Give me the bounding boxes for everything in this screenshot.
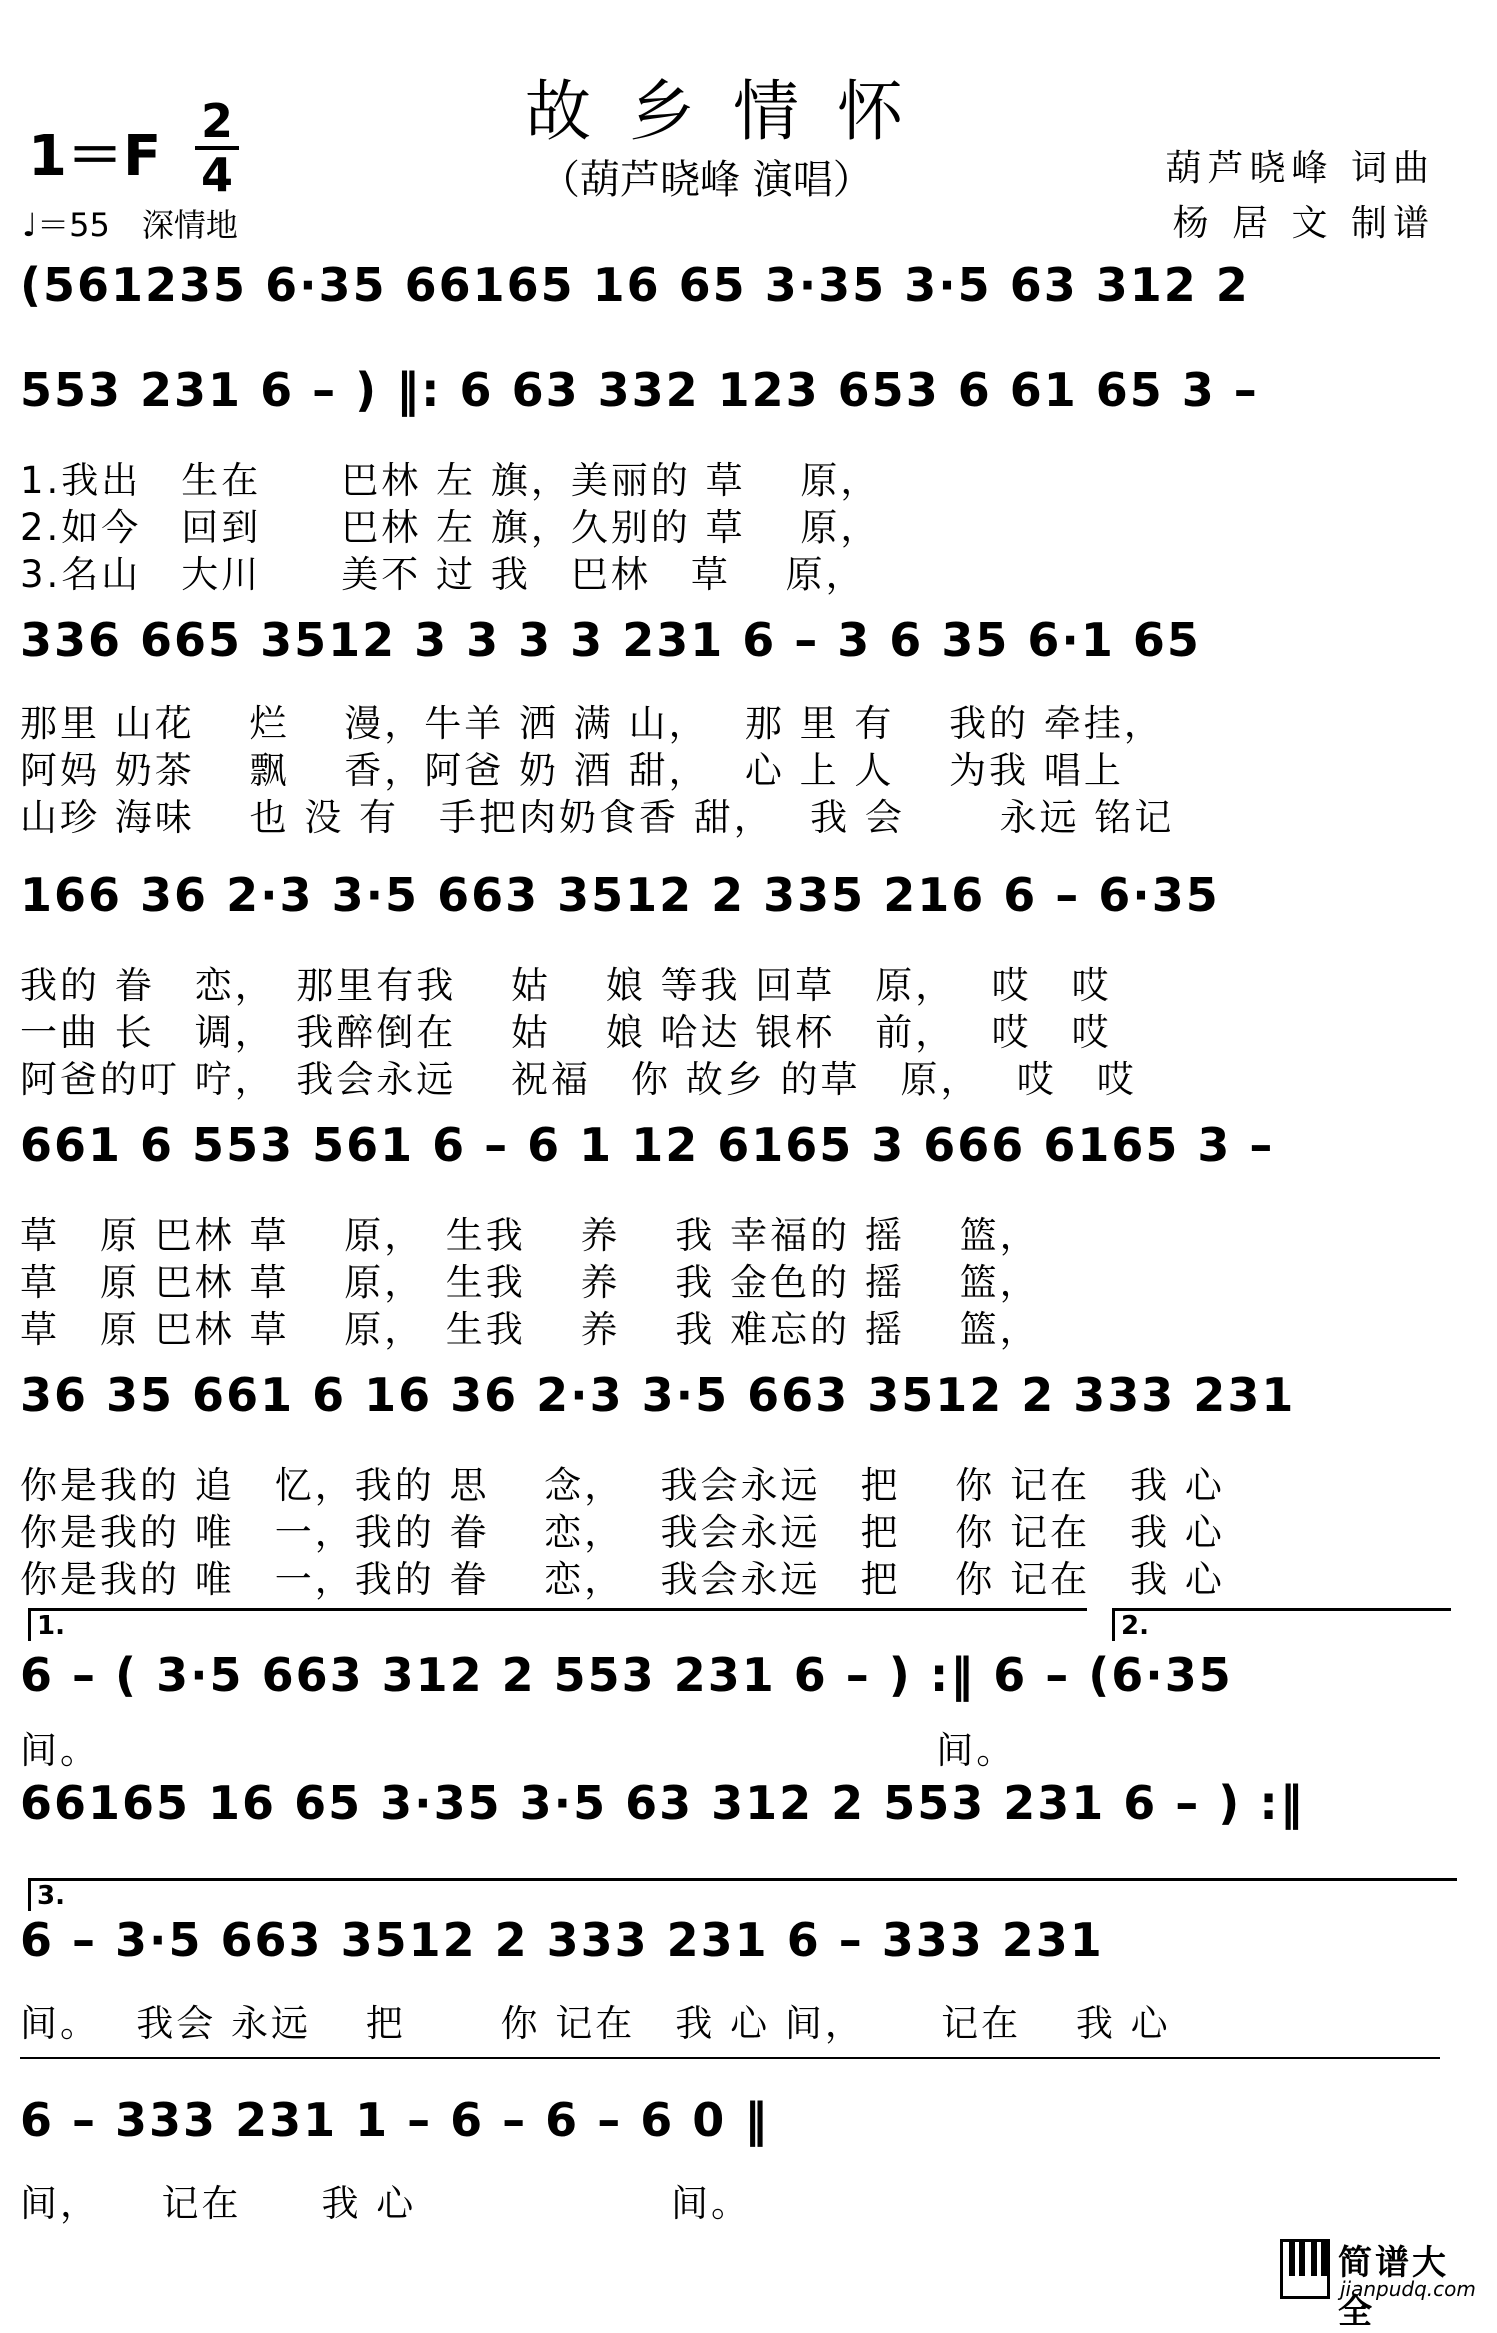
lyric-verse-3: 阿爸的叮 咛， 我会永远 祝福 你 故乡 的草 原， 哎 哎	[20, 1058, 1137, 1101]
volta-1: 1.	[28, 1608, 1087, 1641]
staff-row-4	[20, 860, 1450, 930]
logo-name: 简谱大全	[1338, 2243, 1449, 2332]
notation: 6 – ( 3·5 663 312 2 553 231 6 – ) :‖ 6 – (6·35	[20, 1648, 1233, 1702]
staff-row-9	[20, 1905, 1450, 1975]
notation: 553 231 6 – ) ‖: 6 63 332 123 653 6 61 65 3 –	[20, 363, 1259, 417]
time-signature	[195, 94, 239, 202]
lyric-verse-2: 你是我的 唯 一，我的 眷 恋， 我会永远 把 你 记在 我 心	[20, 1511, 1225, 1554]
time-bottom: 4	[200, 148, 233, 202]
lyric-verse-2: 2.如今 回到 巴林 左 旗，久别的 草 原，	[20, 506, 881, 549]
performer-line: （葫芦晓峰 演唱）	[540, 157, 873, 203]
notation: 66165 16 65 3·35 3·5 63 312 2 553 231 6 – ) :‖	[20, 1776, 1305, 1830]
lyric-verse-3: 山珍 海味 也 没 有 手把肉奶食香 甜， 我 会 永远 铭记	[20, 796, 1175, 839]
lyric-verse-1: 那里 山花 烂 漫，牛羊 洒 满 山， 那 里 有 我的 牵挂，	[20, 702, 1164, 745]
logo-url: jianpudq.com	[1340, 2277, 1476, 2301]
notation: 336 665 3512 3 3 3 3 231 6 – 3 6 35 6·1 65	[20, 613, 1201, 667]
staff-row-10	[20, 2085, 1450, 2155]
lyric-verse-2: 阿妈 奶茶 飘 香，阿爸 奶 酒 甜， 心 上 人 为我 唱上	[20, 749, 1124, 792]
notation: (561235 6·35 66165 16 65 3·35 3·5 63 312 2	[20, 258, 1250, 312]
staff-row-7	[20, 1640, 1450, 1710]
time-top: 2	[200, 94, 233, 148]
credit-lyrics: 葫芦晓峰 词曲	[1165, 148, 1435, 189]
notation: 661 6 553 561 6 – 6 1 12 6165 3 666 6165 3 –	[20, 1118, 1275, 1172]
site-logo	[1280, 2235, 1480, 2332]
notation: 36 35 661 6 16 36 2·3 3·5 663 3512 2 333 231	[20, 1368, 1296, 1422]
notation: 6 – 333 231 1 – 6 – 6 – 6 0 ‖	[20, 2093, 770, 2147]
staff-row-2	[20, 355, 1450, 425]
divider-line	[20, 2057, 1440, 2059]
staff-row-6	[20, 1360, 1450, 1430]
lyric-line: 间， 记在 我 心 间。	[20, 2182, 752, 2225]
volta-2: 2.	[1112, 1608, 1451, 1641]
lyric-verse-3: 3.名山 大川 美不 过 我 巴林 草 原，	[20, 553, 866, 596]
lyric-line: 间。 我会 永远 把 你 记在 我 心 间， 记在 我 心	[20, 2002, 1171, 2045]
lyric-verse-1: 草 原 巴林 草 原， 生我 养 我 幸福的 摇 篮，	[20, 1214, 1040, 1257]
staff-row-1	[20, 250, 1450, 320]
lyric-line: 间。 间。	[20, 1729, 1017, 1772]
staff-row-3	[20, 605, 1450, 675]
lyric-verse-2: 一曲 长 调， 我醉倒在 姑 娘 哈达 银杯 前， 哎 哎	[20, 1011, 1112, 1054]
lyric-verse-3: 你是我的 唯 一，我的 眷 恋， 我会永远 把 你 记在 我 心	[20, 1558, 1225, 1601]
lyric-verse-1: 你是我的 追 忆，我的 思 念， 我会永远 把 你 记在 我 心	[20, 1464, 1225, 1507]
key-signature: 1＝F	[28, 124, 162, 189]
tempo-marking: ♩＝55 深情地	[22, 206, 238, 244]
credit-score: 杨 居 文 制谱	[1172, 203, 1435, 244]
lyric-verse-1: 1.我出 生在 巴林 左 旗，美丽的 草 原，	[20, 459, 881, 502]
staff-row-8	[20, 1768, 1450, 1838]
notation: 6 – 3·5 663 3512 2 333 231 6 – 333 231	[20, 1913, 1104, 1967]
lyric-verse-2: 草 原 巴林 草 原， 生我 养 我 金色的 摇 篮，	[20, 1261, 1040, 1304]
lyric-verse-1: 我的 眷 恋， 那里有我 姑 娘 等我 回草 原， 哎 哎	[20, 964, 1112, 1007]
piano-icon	[1280, 2239, 1330, 2299]
volta-3: 3.	[28, 1878, 1457, 1911]
notation: 166 36 2·3 3·5 663 3512 2 335 216 6 – 6·35	[20, 868, 1220, 922]
staff-row-5	[20, 1110, 1450, 1180]
song-title: 故乡情怀	[525, 73, 941, 150]
lyric-verse-3: 草 原 巴林 草 原， 生我 养 我 难忘的 摇 篮，	[20, 1308, 1040, 1351]
